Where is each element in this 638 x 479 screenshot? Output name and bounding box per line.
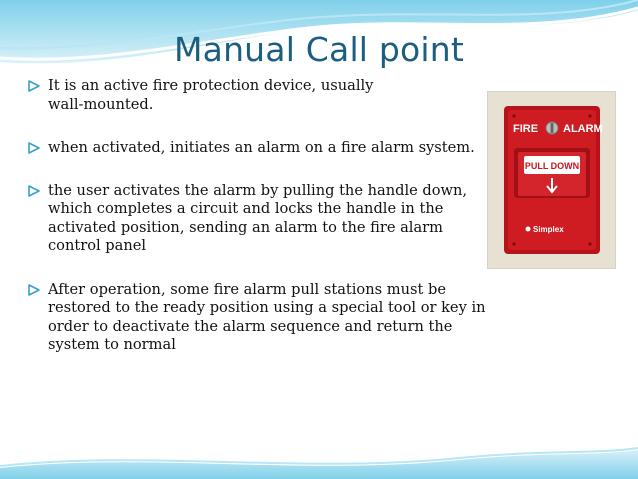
label-fire: FIRE <box>513 123 539 135</box>
bullet-line: It is an active fire protection device, usually <box>48 77 374 94</box>
bullet-list <box>24 77 494 355</box>
bullet-line: restored to the ready position using a special tool or key in <box>48 299 486 316</box>
bullet-item <box>24 139 494 158</box>
bullet-line: wall-mounted. <box>48 95 154 113</box>
bullet-line: the user activates the alarm by pulling the handle down, <box>48 181 468 199</box>
bullet-item <box>24 281 494 355</box>
arrow-bullet-icon <box>26 183 42 199</box>
bullet-line: which completes a circuit and locks the handle in the <box>48 200 444 217</box>
bullet-line: order to deactivate the alarm sequence and return the <box>48 317 453 335</box>
brand-logo-icon <box>526 227 531 232</box>
bottom-wave-decoration <box>0 446 638 479</box>
label-alarm: ALARM <box>563 123 603 135</box>
bullet-line: when activated, initiates an alarm on a fire alarm system. <box>48 139 475 156</box>
bullet-item <box>24 77 494 114</box>
bullet-line: After operation, some fire alarm pull stations must be <box>48 280 446 298</box>
pull-station-illustration <box>488 92 615 268</box>
arrow-bullet-icon <box>26 78 42 94</box>
label-pull-down: PULL DOWN <box>524 161 580 171</box>
bullet-line: system to normal <box>48 336 176 353</box>
bullet-item <box>24 182 494 256</box>
brand-label: Simplex <box>533 225 564 234</box>
arrow-bullet-icon <box>26 282 42 298</box>
fire-alarm-pull-station-photo <box>487 91 616 269</box>
bullet-line: activated position, sending an alarm to the fire alarm <box>48 218 443 236</box>
arrow-bullet-icon <box>26 140 42 156</box>
bullet-line: control panel <box>48 237 147 254</box>
slide-title: Manual Call point <box>173 30 465 69</box>
